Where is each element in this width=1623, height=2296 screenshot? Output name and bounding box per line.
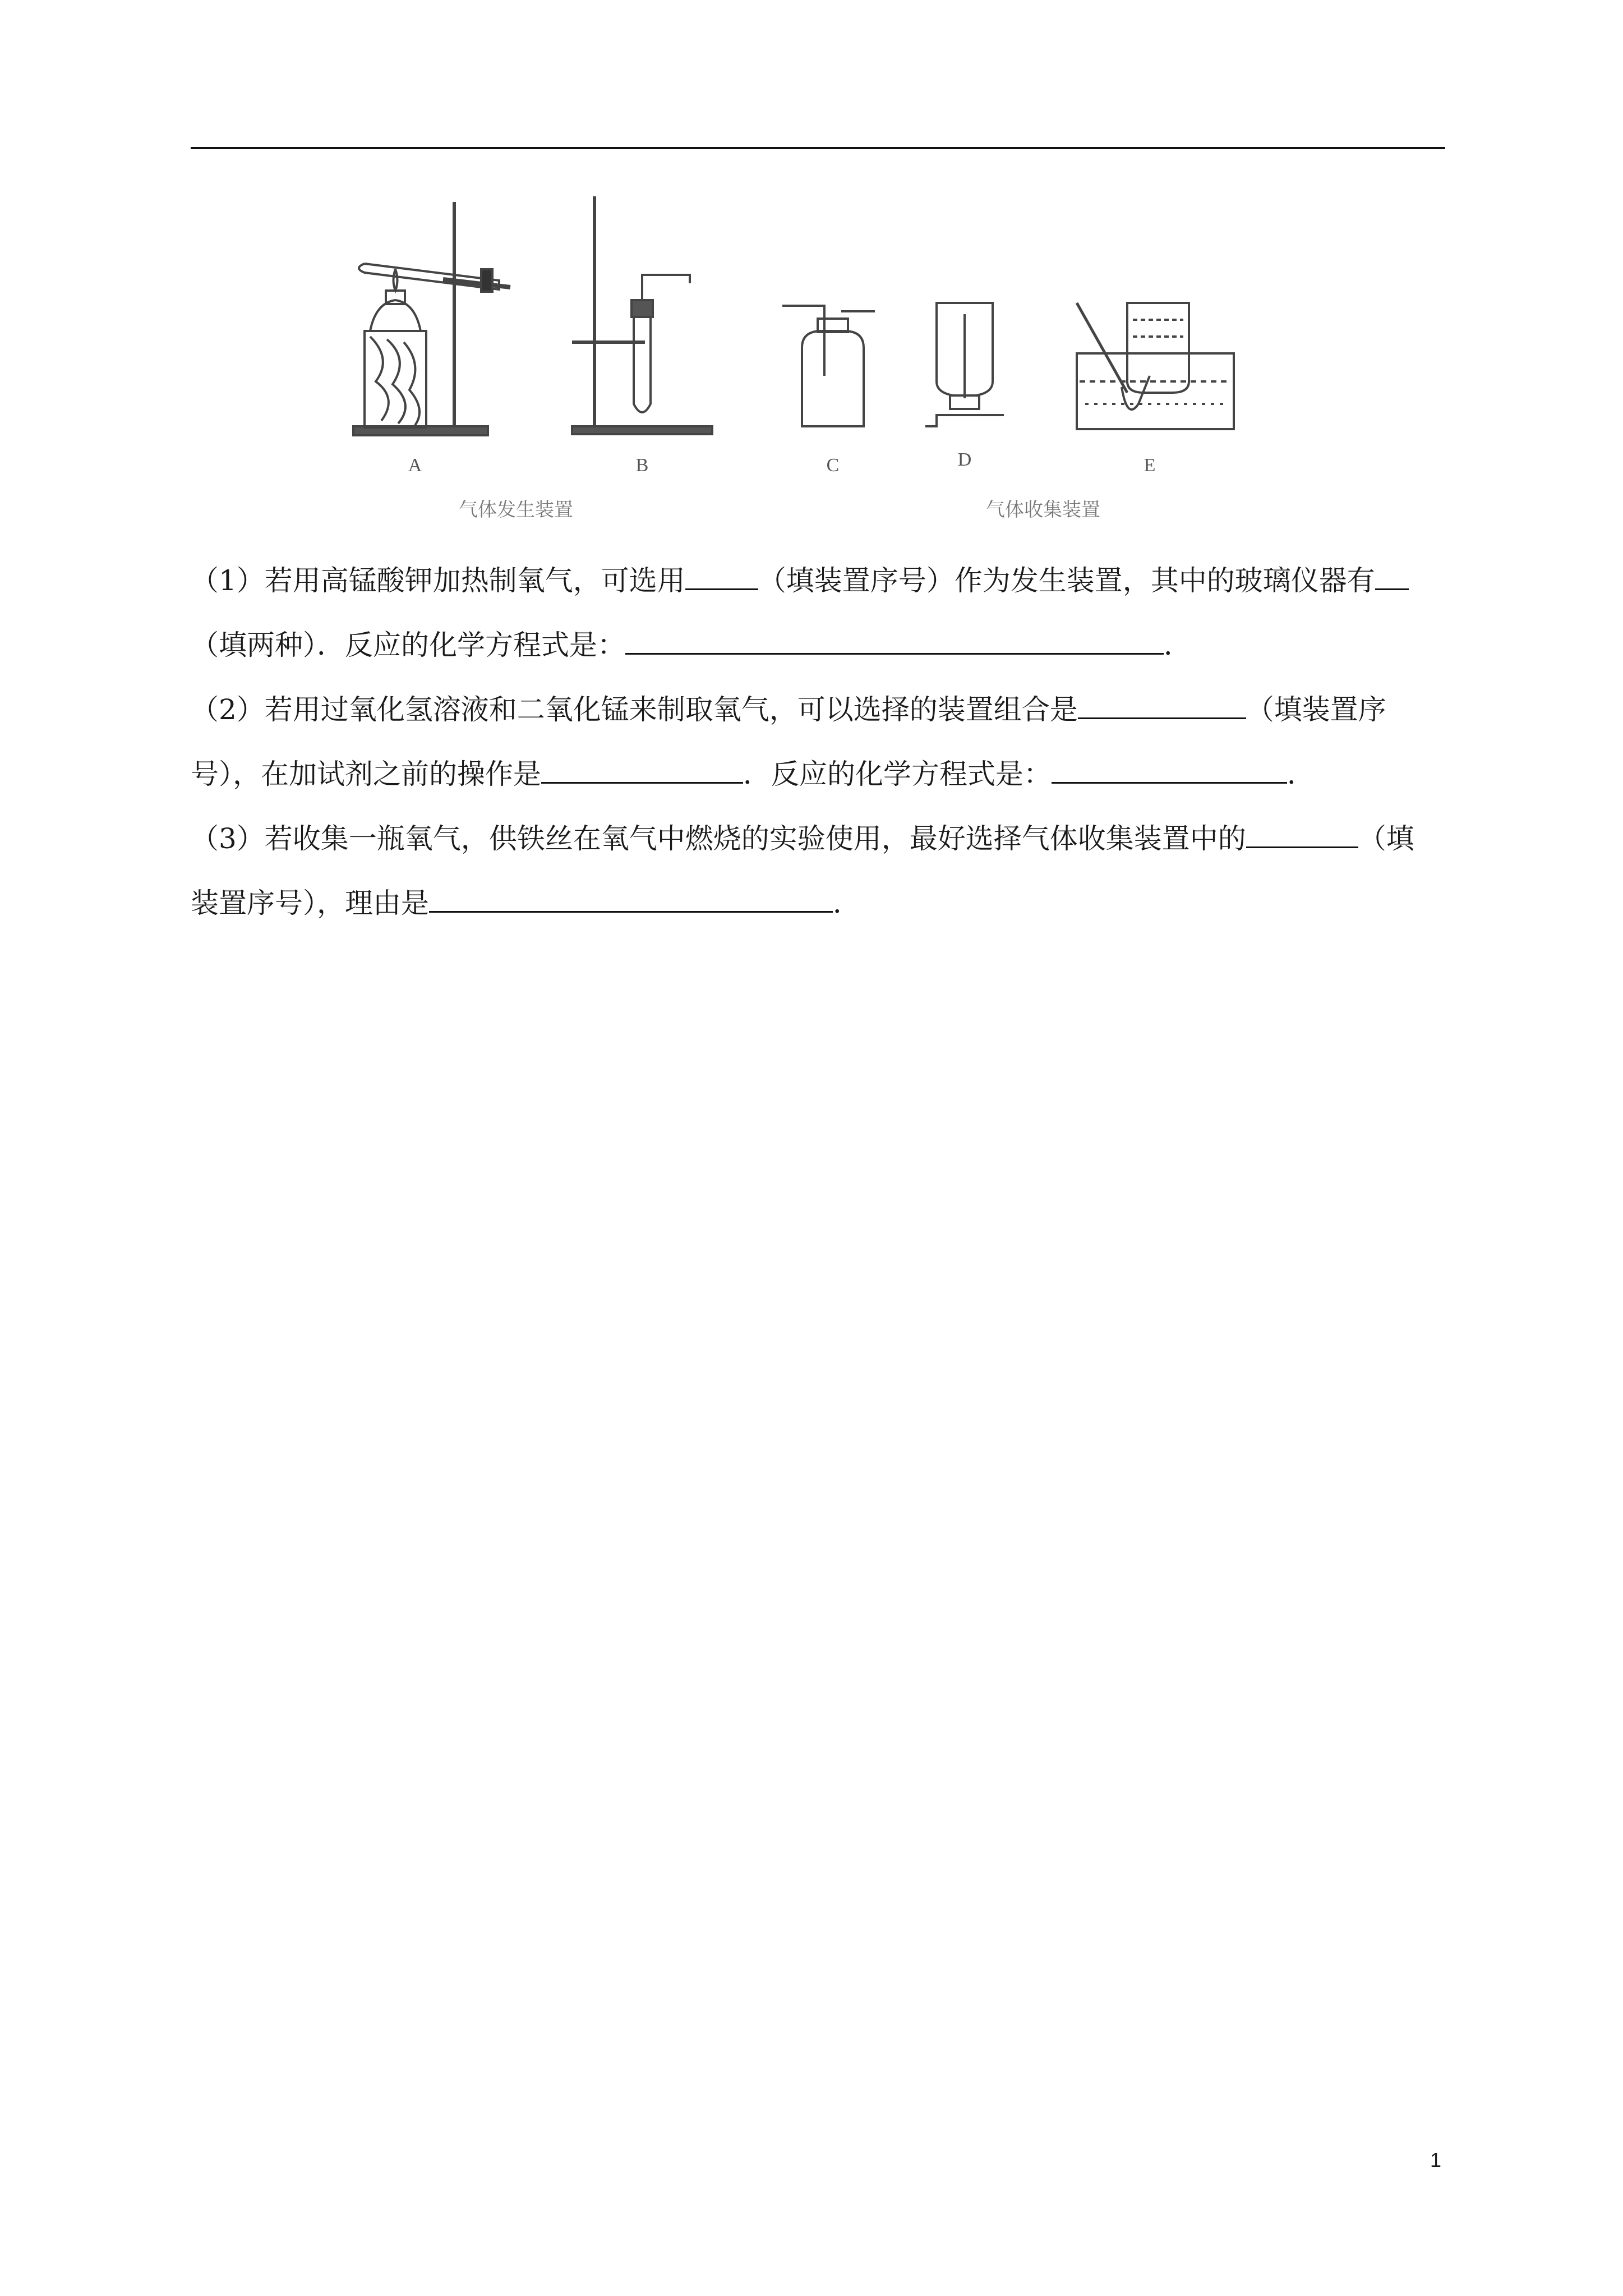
question-1-line-2: （填两种）．反应的化学方程式是： ． <box>191 629 1192 661</box>
header-rule <box>191 147 1445 149</box>
apparatus-a <box>353 202 510 435</box>
apparatus-d <box>925 303 1004 426</box>
label-c: C <box>826 455 840 476</box>
label-e: E <box>1144 455 1156 476</box>
label-d: D <box>957 449 972 470</box>
answer-blank[interactable] <box>685 564 758 590</box>
apparatus-figure <box>331 191 1318 539</box>
question-2-line-2: 号），在加试剂之前的操作是 ．反应的化学方程式是： ． <box>191 758 1315 790</box>
answer-blank[interactable] <box>541 757 743 784</box>
answer-blank[interactable] <box>1246 822 1358 848</box>
answer-blank[interactable] <box>1052 757 1287 784</box>
answer-blank[interactable] <box>625 628 1164 655</box>
apparatus-e <box>1077 303 1234 429</box>
caption-collection: 气体收集装置 <box>986 499 1100 521</box>
apparatus-b <box>572 196 712 434</box>
answer-blank[interactable] <box>429 886 833 913</box>
question-2-line-1: （2）若用过氧化氢溶液和二氧化锰来制取氧气，可以选择的装置组合是 （填装置序 <box>191 693 1386 726</box>
caption-generation: 气体发生装置 <box>459 499 573 521</box>
apparatus-c <box>782 306 875 426</box>
answer-blank[interactable] <box>1078 693 1246 719</box>
page-number: 1 <box>1430 2148 1442 2171</box>
apparatus-illustration <box>331 191 1318 539</box>
question-3-line-1: （3）若收集一瓶氧气，供铁丝在氧气中燃烧的实验使用，最好选择气体收集装置中的 （填 <box>191 822 1414 855</box>
answer-blank[interactable] <box>1375 564 1409 590</box>
question-3-line-2: 装置序号），理由是 ． <box>191 887 861 919</box>
label-b: B <box>635 455 649 476</box>
question-1-line-1: （1）若用高锰酸钾加热制氧气，可选用 （填装置序号）作为发生装置，其中的玻璃仪器有 <box>191 564 1447 597</box>
label-a: A <box>408 455 422 476</box>
